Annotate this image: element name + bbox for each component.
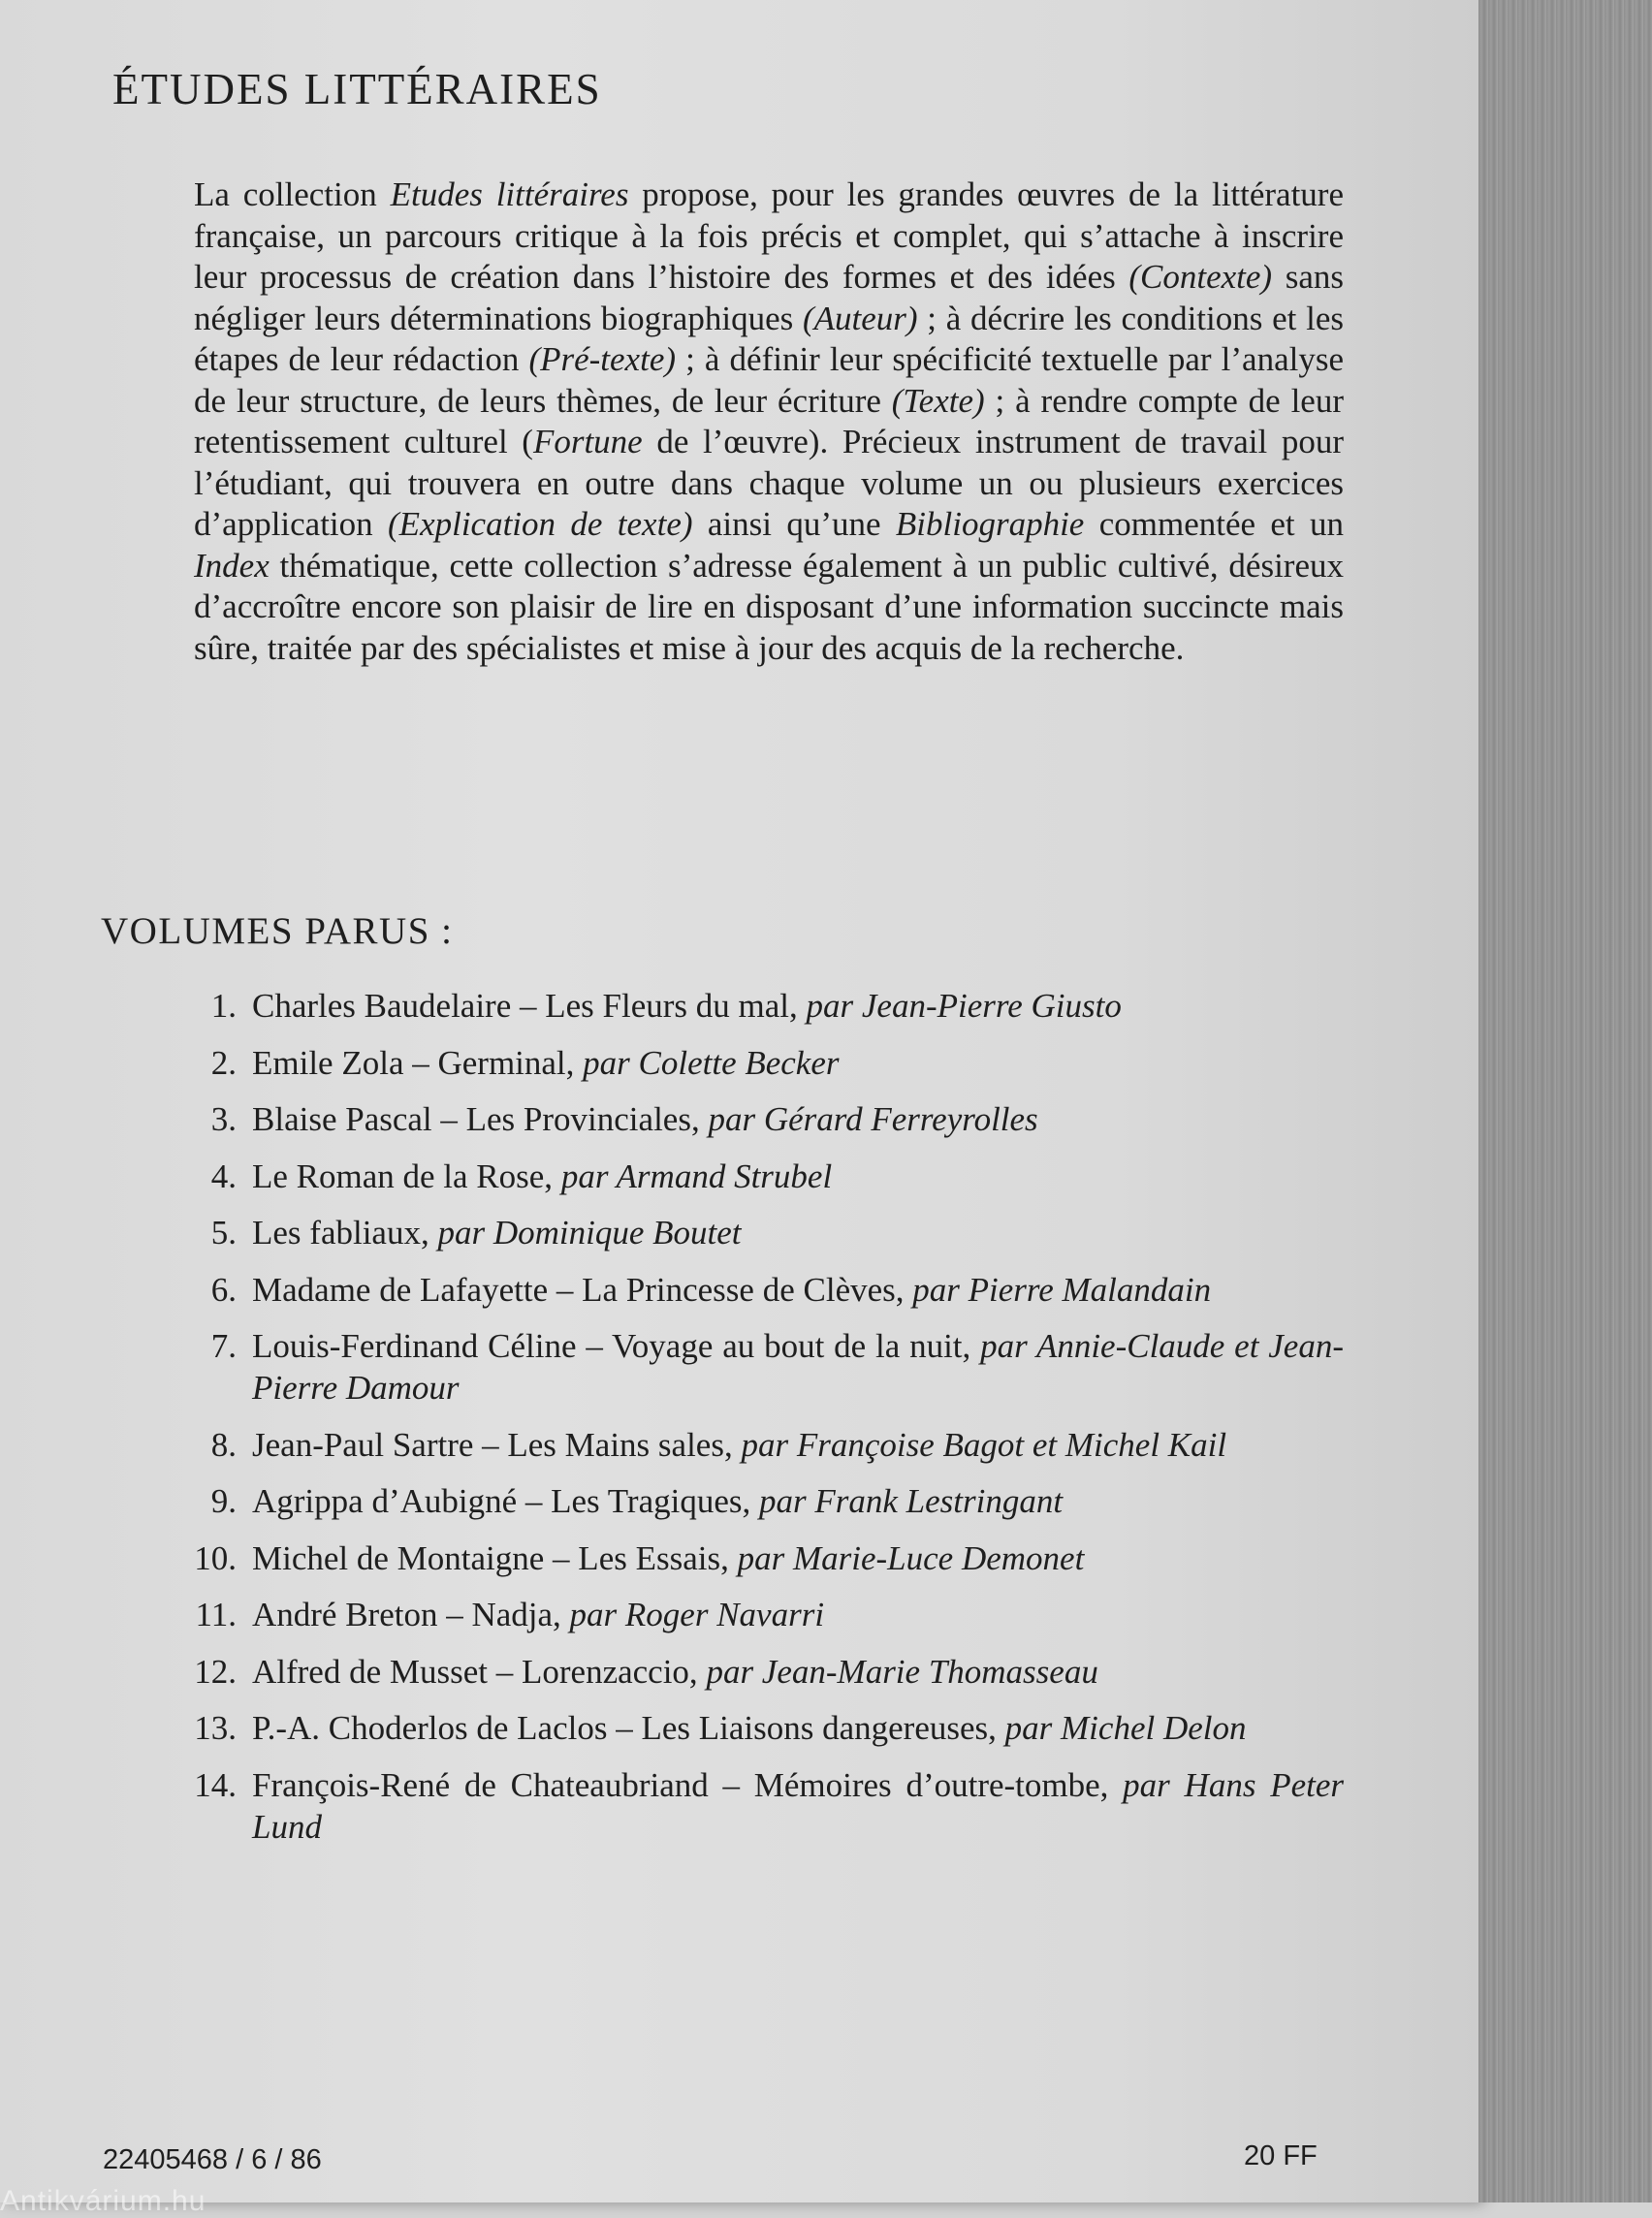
collection-description xyxy=(194,174,1344,669)
intro-text: sans négliger leurs déterminations biographiques xyxy=(194,258,1344,337)
volume-work: Madame de Lafayette – La Princesse de Clèves, xyxy=(252,1270,913,1309)
volumes-title: VOLUMES PARUS : xyxy=(101,910,454,952)
volume-author: par Armand Strubel xyxy=(560,1157,833,1195)
volume-work: Agrippa d’Aubigné – Les Tragiques, xyxy=(252,1482,760,1520)
intro-text: commentée et un xyxy=(1084,505,1345,543)
volumes-list xyxy=(155,985,1344,1862)
volume-entry xyxy=(252,1651,1344,1693)
volume-number: 12. xyxy=(194,1652,237,1691)
volume-item xyxy=(155,1480,1344,1522)
intro-text: La collection xyxy=(194,175,391,213)
volume-author: par Gérard Ferreyrolles xyxy=(708,1100,1038,1138)
volume-item xyxy=(155,1764,1344,1848)
volume-author: par Pierre Malandain xyxy=(912,1270,1212,1309)
intro-text: de l’œuvre). Précieux instrument de travail pour l’étudiant, qui trouvera en outre dans chaque volume un ou plusieurs exercices d’application xyxy=(194,423,1344,543)
volume-work: François-René de Chateaubriand – Mémoires d’outre-tombe, xyxy=(252,1765,1124,1804)
volume-work: Jean-Paul Sartre – Les Mains sales, xyxy=(252,1425,742,1464)
intro-emphasis: (Pré-texte) xyxy=(528,340,677,378)
volume-author: par Roger Navarri xyxy=(569,1596,825,1633)
volume-number: 9. xyxy=(210,1482,237,1520)
volume-author: par Colette Becker xyxy=(583,1043,840,1082)
volume-work: Louis-Ferdinand Céline – Voyage au bout de la nuit, xyxy=(252,1327,981,1365)
volume-work: André Breton – Nadja, xyxy=(252,1596,570,1633)
volume-item xyxy=(155,1651,1344,1693)
volume-entry xyxy=(252,1325,1344,1409)
volume-number: 6. xyxy=(210,1270,237,1309)
intro-text: ; à définir leur spécificité textuelle par l’analyse de leur structure, de leurs thèmes, de leur écriture xyxy=(194,340,1344,420)
volume-item xyxy=(155,1156,1344,1197)
collection-heading: ÉTUDES LITTÉRAIRES xyxy=(112,65,602,113)
volume-item xyxy=(155,1707,1344,1749)
volume-author: par Jean-Pierre Giusto xyxy=(806,987,1122,1025)
catalog-code: 22405468 / 6 / 86 xyxy=(103,2144,322,2175)
volume-entry xyxy=(252,985,1344,1027)
volume-number: 4. xyxy=(210,1157,237,1195)
volume-number: 10. xyxy=(194,1538,237,1577)
intro-emphasis: Fortune xyxy=(532,423,643,460)
intro-emphasis: Index xyxy=(194,546,270,585)
intro-emphasis: (Texte) xyxy=(891,381,985,420)
volume-entry xyxy=(252,1594,1344,1635)
volume-work: Les fabliaux, xyxy=(252,1214,438,1252)
volume-item xyxy=(155,1098,1344,1140)
volume-author: par Hans Peter Lund xyxy=(252,1765,1344,1846)
volume-work: Charles Baudelaire – Les Fleurs du mal, xyxy=(252,987,807,1025)
watermark: Antikvárium.hu xyxy=(0,2185,206,2217)
volume-work: Alfred de Musset – Lorenzaccio, xyxy=(252,1652,707,1691)
intro-emphasis: Bibliographie xyxy=(895,505,1085,543)
volume-item xyxy=(155,1594,1344,1635)
volume-author: par Dominique Boutet xyxy=(437,1214,742,1252)
intro-emphasis: (Explication de texte) xyxy=(388,505,693,543)
volume-item xyxy=(155,985,1344,1027)
volume-item xyxy=(155,1424,1344,1466)
intro-emphasis: (Contexte) xyxy=(1128,258,1273,296)
volume-entry xyxy=(252,1269,1344,1311)
volume-work: Michel de Montaigne – Les Essais, xyxy=(252,1538,738,1577)
volume-work: Blaise Pascal – Les Provinciales, xyxy=(252,1100,709,1138)
volume-author: par Michel Delon xyxy=(1004,1709,1247,1747)
volume-author: par Marie-Luce Demonet xyxy=(737,1538,1085,1577)
volume-author: par Françoise Bagot et Michel Kail xyxy=(741,1425,1227,1464)
volume-number: 7. xyxy=(210,1327,237,1365)
volume-item xyxy=(155,1325,1344,1409)
intro-text: thématique, cette collection s’adresse également à un public cultivé, désireux d’accroître encore son plaisir de lire en disposant d’une information succincte mais sûre, traitée par des spécialistes et mise à jour des acquis de la recherche. xyxy=(194,546,1344,667)
volume-item xyxy=(155,1042,1344,1084)
intro-text: ; à décrire les conditions et les étapes de leur rédaction xyxy=(194,299,1344,378)
volume-number: 11. xyxy=(195,1596,237,1633)
volume-item xyxy=(155,1537,1344,1579)
volume-entry xyxy=(252,1156,1344,1197)
volume-entry xyxy=(252,1480,1344,1522)
volume-author: par Annie-Claude et Jean-Pierre Damour xyxy=(252,1327,1344,1407)
volume-entry xyxy=(252,1764,1344,1848)
volume-work: Emile Zola – Germinal, xyxy=(252,1043,584,1082)
volume-entry xyxy=(252,1212,1344,1253)
intro-emphasis: (Auteur) xyxy=(802,299,918,337)
volume-item xyxy=(155,1269,1344,1311)
volume-entry xyxy=(252,1042,1344,1084)
volume-author: par Jean-Marie Thomasseau xyxy=(706,1652,1098,1691)
volume-entry xyxy=(252,1098,1344,1140)
volume-entry xyxy=(252,1537,1344,1579)
volume-work: P.-A. Choderlos de Laclos – Les Liaisons dangereuses, xyxy=(252,1709,1005,1747)
volume-number: 5. xyxy=(210,1214,237,1252)
intro-emphasis: Etudes littéraires xyxy=(390,175,629,213)
volume-number: 1. xyxy=(210,987,237,1025)
page-edge-shadow xyxy=(1478,0,1652,2202)
price: 20 FF xyxy=(1244,2140,1318,2171)
volume-number: 13. xyxy=(194,1709,237,1747)
volume-entry xyxy=(252,1707,1344,1749)
volume-work: Le Roman de la Rose, xyxy=(252,1157,561,1195)
volume-number: 3. xyxy=(210,1100,237,1138)
volume-number: 8. xyxy=(210,1425,237,1464)
intro-text: ainsi qu’une xyxy=(692,505,896,543)
volume-number: 2. xyxy=(210,1043,237,1082)
intro-text: propose, pour les grandes œuvres de la littérature française, un parcours critique à la fois précis et complet, qui s’attache à inscrire leur processus de création dans l’histoire des formes et des idées xyxy=(194,175,1345,296)
intro-text: ; à rendre compte de leur retentissement culturel ( xyxy=(194,381,1345,460)
volume-entry xyxy=(252,1424,1344,1466)
volume-item xyxy=(155,1212,1344,1253)
volume-author: par Frank Lestringant xyxy=(759,1482,1064,1520)
volume-number: 14. xyxy=(194,1765,237,1804)
